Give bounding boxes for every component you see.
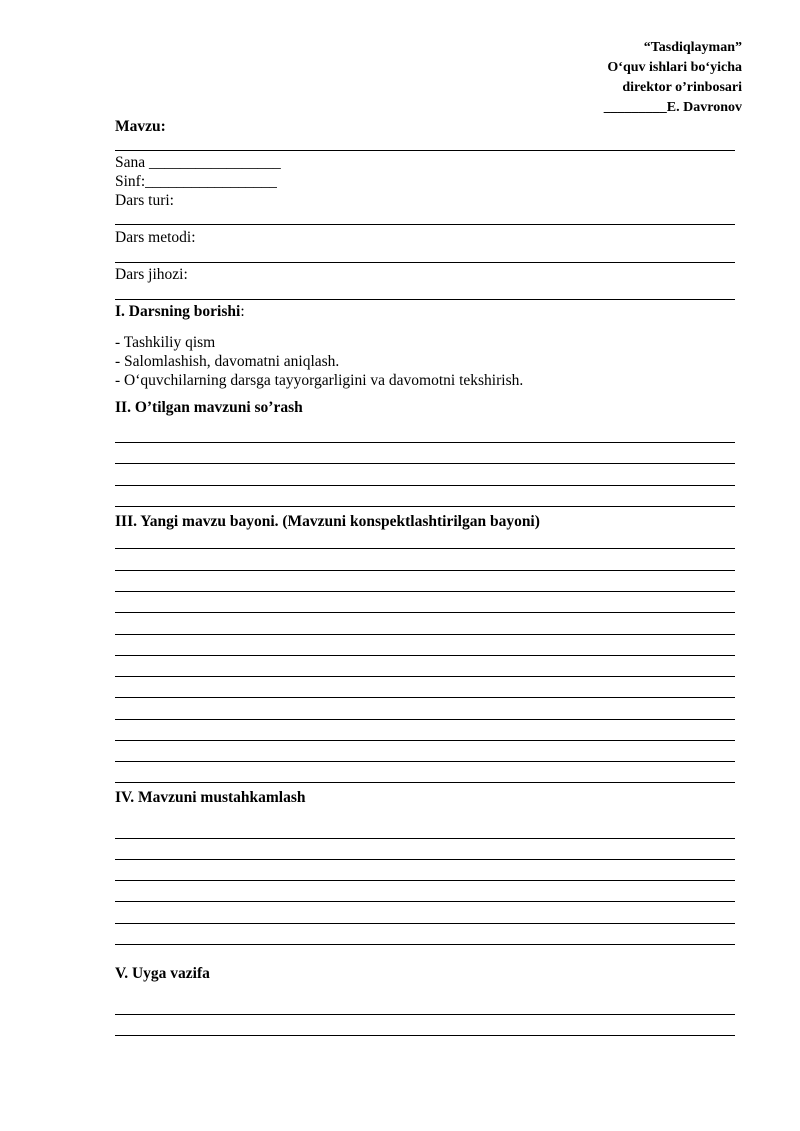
dars-turi-line [115, 224, 735, 225]
sana-field: Sana _________________ [115, 154, 281, 171]
mavzu-label: Mavzu: [115, 118, 166, 135]
writing-line [115, 570, 735, 571]
writing-line [115, 944, 735, 945]
writing-line [115, 612, 735, 613]
sinf-field: Sinf:_________________ [115, 173, 277, 190]
writing-line [115, 761, 735, 762]
writing-line [115, 782, 735, 783]
section-4-title: IV. Mavzuni mustahkamlash [115, 789, 306, 806]
writing-line [115, 880, 735, 881]
section-2-title: II. O’tilgan mavzuni so’rash [115, 399, 303, 416]
writing-line [115, 442, 735, 443]
dars-jihozi-label: Dars jihozi: [115, 266, 188, 283]
section-1-heading [115, 303, 245, 321]
writing-line [115, 740, 735, 741]
section-1-item: - O‘quvchilarning darsga tayyorgarligini va davomotni tekshirish. [115, 372, 524, 389]
approval-position-line1: O‘quv ishlari bo‘yicha [607, 60, 742, 75]
writing-line [115, 838, 735, 839]
writing-line [115, 1035, 735, 1036]
writing-line [115, 548, 735, 549]
approval-title: “Tasdiqlayman” [643, 40, 742, 55]
writing-line [115, 719, 735, 720]
writing-line [115, 859, 735, 860]
section-1-colon: : [240, 303, 245, 320]
section-5-title: V. Uyga vazifa [115, 965, 210, 982]
mavzu-line [115, 150, 735, 151]
writing-line [115, 923, 735, 924]
approval-block [604, 38, 742, 118]
dars-jihozi-line [115, 299, 735, 300]
section-1-item: - Salomlashish, davomatni aniqlash. [115, 353, 340, 370]
writing-line [115, 676, 735, 677]
writing-line [115, 901, 735, 902]
dars-metodi-line [115, 262, 735, 263]
writing-line [115, 485, 735, 486]
dars-metodi-label: Dars metodi: [115, 229, 196, 246]
section-3-title: III. Yangi mavzu bayoni. (Mavzuni konspektlashtirilgan bayoni) [115, 513, 540, 530]
writing-line [115, 506, 735, 507]
approval-position-line2: direktor o’rinbosari [622, 80, 742, 95]
writing-line [115, 655, 735, 656]
writing-line [115, 634, 735, 635]
writing-line [115, 1014, 735, 1015]
writing-line [115, 591, 735, 592]
writing-line [115, 463, 735, 464]
writing-line [115, 697, 735, 698]
approval-signature: _________E. Davronov [603, 100, 742, 115]
dars-turi-label: Dars turi: [115, 192, 174, 209]
section-1-item: - Tashkiliy qism [115, 334, 216, 351]
section-1-title: I. Darsning borishi [115, 303, 241, 320]
